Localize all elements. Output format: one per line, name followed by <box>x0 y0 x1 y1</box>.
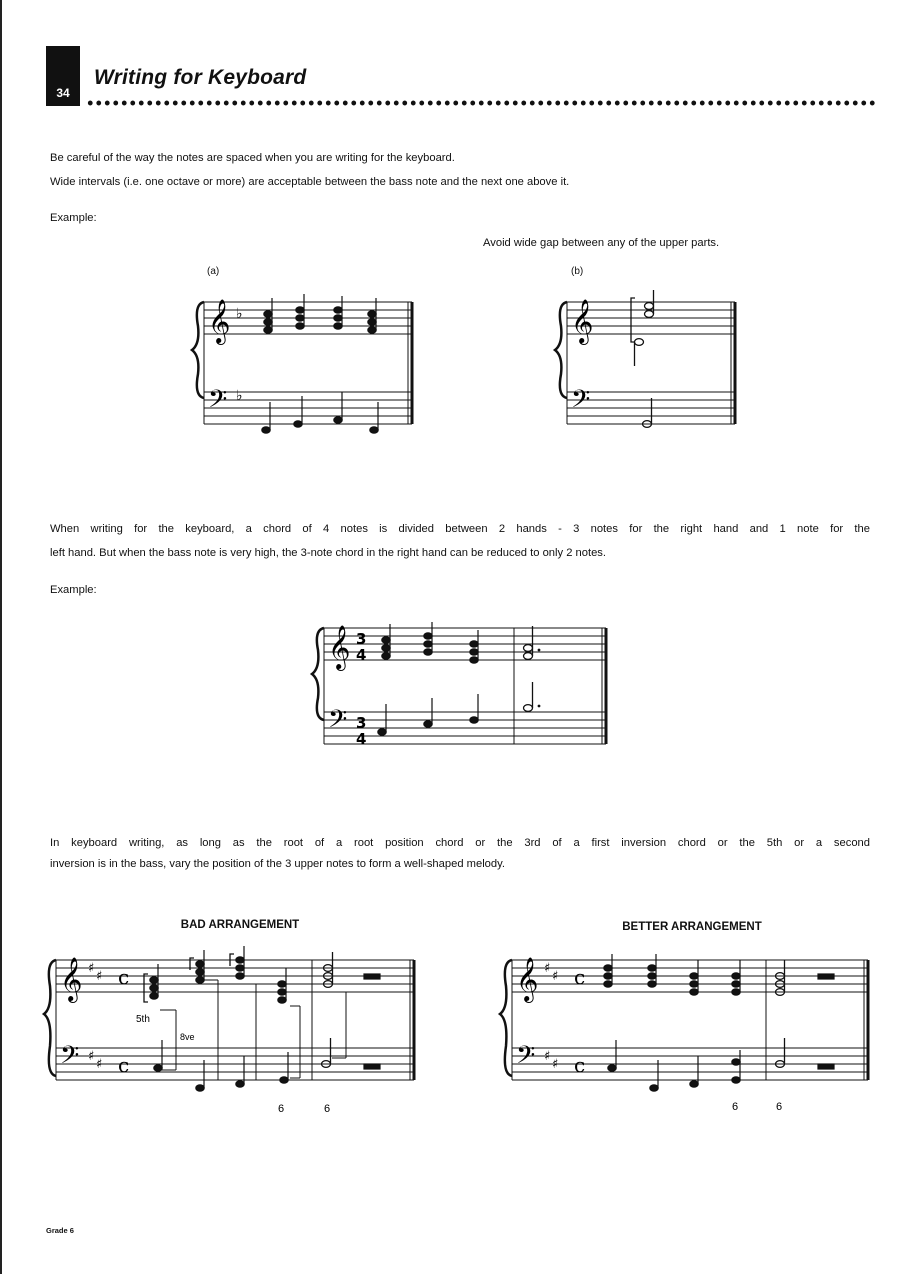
svg-text:♯: ♯ <box>96 969 103 984</box>
section3-line1: In keyboard writing, as long as the root of a root position chord or the 3rd of a first inversion chord or the 5th or a second <box>50 837 870 849</box>
section3-line2: inversion is in the bass, vary the position of the 3 upper notes to form a well-shaped melody. <box>50 858 505 870</box>
example-label-1: Example: <box>50 212 97 224</box>
svg-text:♯: ♯ <box>88 961 95 976</box>
svg-text:𝄢: 𝄢 <box>60 1041 80 1076</box>
music-bad-arrangement <box>42 950 422 1120</box>
svg-text:♯: ♯ <box>544 1049 551 1064</box>
bad-arrangement-title: BAD ARRANGEMENT <box>180 919 300 931</box>
svg-text:𝄢: 𝄢 <box>571 385 591 420</box>
section1-line2: Wide intervals (i.e. one octave or more) are acceptable between the bass note and the next one above it. <box>50 176 570 188</box>
ts-bottom-treble: 4 <box>356 646 367 664</box>
better-arrangement-title: BETTER ARRANGEMENT <box>622 921 762 933</box>
ts-top-treble: 3 <box>356 630 367 648</box>
section1-line1: Be careful of the way the notes are spaced when you are writing for the keyboard. <box>50 152 455 164</box>
svg-text:♯: ♯ <box>552 1057 559 1072</box>
svg-text:𝄞: 𝄞 <box>516 957 539 1001</box>
figure-bad-1: 6 <box>278 1103 285 1115</box>
section2-line2: left hand. But when the bass note is very high, the 3-note chord in the right hand can be reduced to only 2 notes. <box>50 547 607 559</box>
label-a: (a) <box>207 266 220 277</box>
music-example-b <box>553 290 743 440</box>
page-title: Writing for Keyboard <box>94 66 307 89</box>
svg-text:♯: ♯ <box>88 1049 95 1064</box>
svg-text:𝄢: 𝄢 <box>516 1041 536 1076</box>
common-time-treble-2: c <box>574 965 586 989</box>
svg-text:♯: ♯ <box>552 969 559 984</box>
music-better-arrangement <box>498 950 878 1120</box>
page-edge-rule <box>0 0 2 1274</box>
svg-text:♯: ♯ <box>544 961 551 976</box>
section2-line1: When writing for the keyboard, a chord of 4 notes is divided between 2 hands - 3 notes for the right hand and 1 note for the <box>50 523 870 535</box>
svg-text:𝄞: 𝄞 <box>328 625 351 669</box>
label-8ve: 8ve <box>180 1032 195 1042</box>
ts-top-bass: 3 <box>356 714 367 732</box>
svg-text:♭: ♭ <box>236 306 243 322</box>
music-example-a <box>190 290 420 440</box>
svg-text:𝄞: 𝄞 <box>571 299 594 343</box>
svg-text:𝄢: 𝄢 <box>208 385 228 420</box>
page-number: 34 <box>46 46 80 106</box>
page-footer: Grade 6 <box>46 1226 74 1235</box>
label-b: (b) <box>571 266 584 277</box>
svg-text:𝄢: 𝄢 <box>328 705 348 740</box>
figure-better-1: 6 <box>732 1101 739 1113</box>
common-time-bass-2: c <box>574 1053 586 1077</box>
svg-text:𝄞: 𝄞 <box>60 957 83 1001</box>
example-label-2: Example: <box>50 584 97 596</box>
svg-text:𝄞: 𝄞 <box>208 299 231 343</box>
ts-bottom-bass: 4 <box>356 730 367 748</box>
svg-text:♯: ♯ <box>96 1057 103 1072</box>
dotted-rule <box>86 100 876 106</box>
svg-text:♭: ♭ <box>236 388 243 404</box>
label-5th: 5th <box>136 1014 150 1025</box>
common-time-bass: c <box>118 1053 130 1077</box>
avoid-gap-note: Avoid wide gap between any of the upper parts. <box>483 237 720 249</box>
figure-better-2: 6 <box>776 1101 783 1113</box>
common-time-treble: c <box>118 965 130 989</box>
figure-bad-2: 6 <box>324 1103 331 1115</box>
music-example-2 <box>310 620 620 750</box>
